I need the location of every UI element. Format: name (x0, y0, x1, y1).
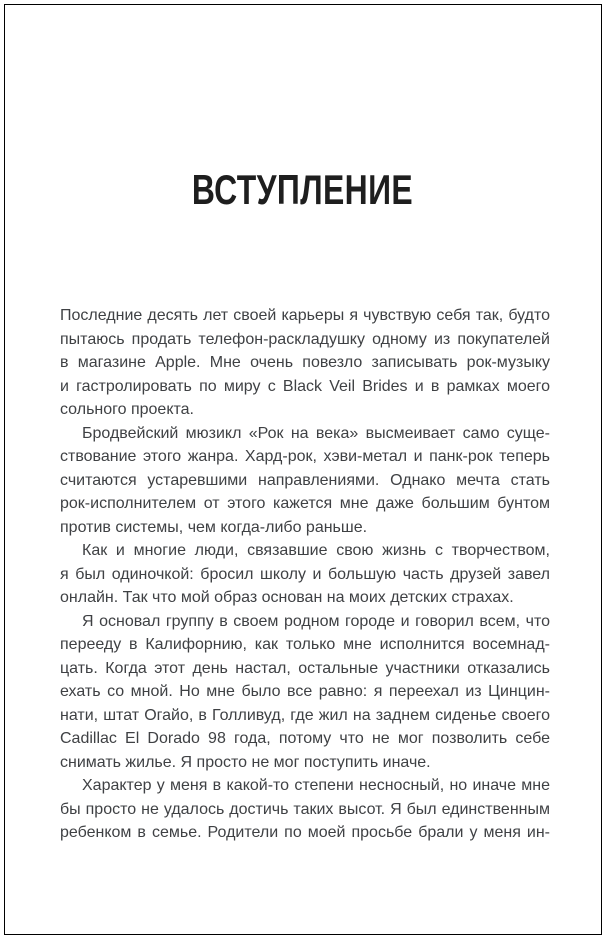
text-line-content: ребенком в семье. Родители по моей просьбе брали у меня ин- (60, 824, 550, 841)
text-line-content: снимать жилье. Я просто не мог поступить иначе. (60, 753, 431, 771)
text-line-content: Бродвейский мюзикл «Рок на века» высмеивает само суще- (82, 424, 550, 442)
text-line-content: Cadillac El Dorado 98 года, потому что не мог позволить себе (60, 730, 550, 747)
text-line (60, 539, 550, 563)
text-line-content: Характер у меня в какой-то степени несносный, но иначе мне (82, 777, 550, 794)
paragraph (60, 304, 550, 422)
text-line-content: ехать со мной. Но мне было все равно: я переехал из Цинцин- (60, 683, 550, 700)
text-line-content: перееду в Калифорнию, как только мне исполнится восемнад- (60, 636, 550, 653)
text-line (60, 821, 550, 845)
text-line (60, 304, 550, 328)
text-line-content: считаются устаревшими направлениями. Однако мечта стать (60, 471, 550, 489)
text-line (60, 375, 550, 399)
text-line (60, 680, 550, 704)
text-line-content: Последние десять лет своей карьеры я чувствую себя так, будто (60, 307, 550, 324)
text-line-content: цать. Когда этот день настал, остальные участники отказались (60, 659, 550, 677)
text-line-content: Я основал группу в своем родном городе и говорил всем, что (82, 612, 550, 630)
paragraph (60, 774, 550, 845)
text-line (60, 328, 550, 352)
text-line (60, 492, 550, 516)
text-line (60, 610, 550, 634)
text-line (60, 422, 550, 446)
text-line (60, 445, 550, 469)
text-line (60, 727, 550, 751)
text-line (60, 633, 550, 657)
text-line-content: рок-исполнителем от этого кажется мне даже большим бунтом (60, 495, 550, 512)
text-line-content: бы просто не удалось достичь таких высот. Я был единственным (60, 800, 550, 818)
text-line-content: сольного проекта. (60, 401, 194, 418)
text-line-content: пытаюсь продать телефон-раскладушку одному из покупателей (60, 330, 550, 348)
text-line (60, 351, 550, 375)
text-line (60, 798, 550, 822)
paragraph (60, 539, 550, 610)
text-line-content: Как и многие люди, связавшие свою жизнь с творчеством, (82, 542, 550, 559)
text-line-content: ствование этого жанра. Хард-рок, хэви-метал и панк-рок теперь (60, 448, 550, 465)
text-line-content: в магазине Apple. Мне очень повезло записывать рок-музыку (60, 354, 550, 371)
paragraph (60, 422, 550, 540)
body-text (60, 304, 550, 845)
text-line-content: против системы, чем когда-либо раньше. (60, 518, 368, 536)
text-line (60, 469, 550, 493)
text-line-content: я был одиночкой: бросил школу и большую часть друзей завел (60, 565, 550, 583)
text-line-content: онлайн. Так что мой образ основан на моих детских страхах. (60, 589, 514, 606)
text-line-content: и гастролировать по миру с Black Veil Brides и в рамках моего (60, 377, 550, 395)
text-line (60, 657, 550, 681)
paragraph (60, 610, 550, 775)
text-line (60, 586, 550, 610)
text-line (60, 398, 550, 422)
text-line (60, 563, 550, 587)
text-line-content: нати, штат Огайо, в Голливуд, где жил на заднем сиденье своего (60, 706, 550, 724)
text-line (60, 751, 550, 775)
text-line (60, 704, 550, 728)
chapter-heading: ВСТУПЛЕНИЕ (191, 166, 414, 213)
text-line (60, 774, 550, 798)
text-line (60, 516, 550, 540)
